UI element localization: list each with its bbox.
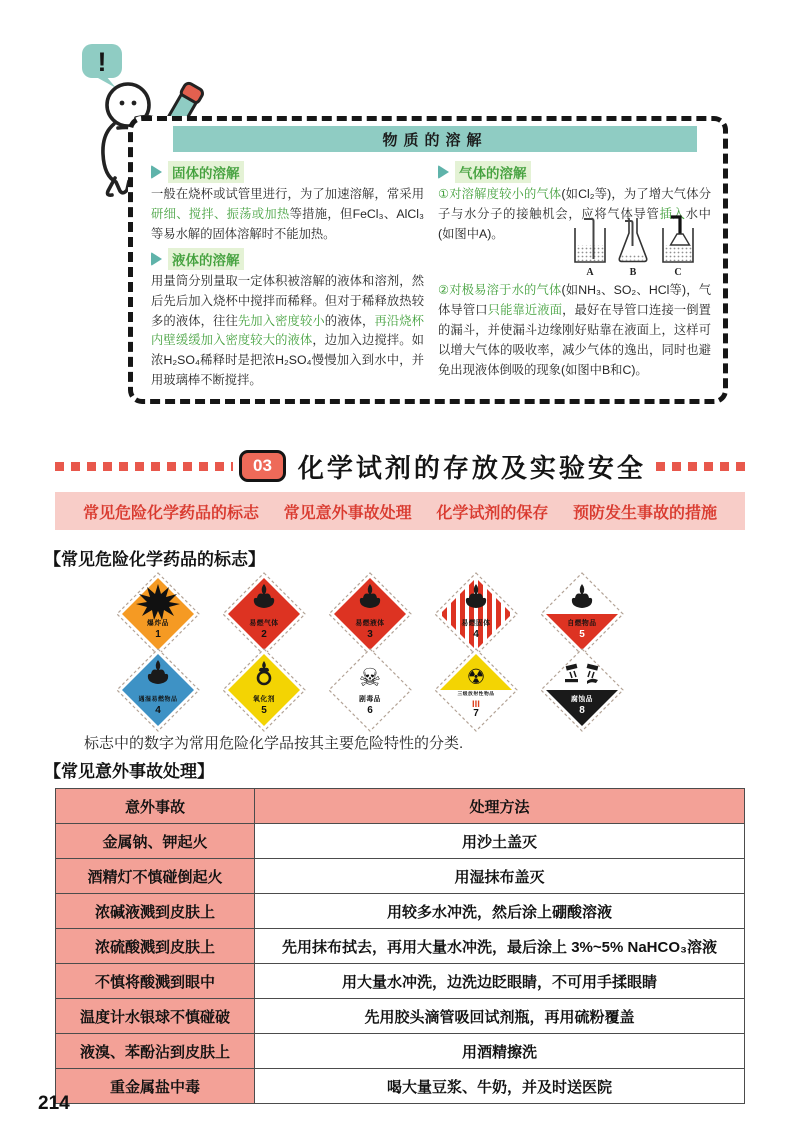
liquid-dissolve-paragraph: [151, 272, 424, 391]
nav-item: 预防发生事故的措施: [572, 504, 717, 522]
solid-dissolve-title: 固体的溶解: [168, 161, 244, 183]
badge-label: 易燃固体: [461, 620, 491, 627]
gas-paragraph-1: [438, 185, 711, 281]
radiation-icon: ☢: [466, 666, 486, 689]
vessel-B: [619, 218, 646, 262]
badge-label: 氧化剂: [253, 696, 275, 703]
accident-cell: 温度计水银球不慎碰破: [56, 999, 255, 1034]
hazard-badge-flame: [222, 572, 306, 656]
vessel-label-A: A: [586, 267, 594, 278]
badge-number: 5: [579, 629, 585, 640]
hazard-badge-corrosive: [540, 648, 624, 732]
solid-dissolve-paragraph: [151, 185, 424, 245]
body-text: 一般在烧杯或试管里进行，为了加速溶解，常采用: [151, 187, 424, 201]
highlighted-text: 研细、搅拌、振荡或加热: [151, 206, 290, 221]
hazard-badge-split-bottom: [540, 572, 624, 656]
treatment-cell: 喝大量豆浆、牛奶，并及时送医院: [255, 1069, 745, 1104]
table-row: [56, 1034, 745, 1069]
table-row: [56, 1069, 745, 1104]
vessel-label-B: B: [629, 267, 637, 278]
note-column-right: [438, 158, 711, 391]
accident-cell: 重金属盐中毒: [56, 1069, 255, 1104]
hazard-section-heading: 【常见危险化学药品的标志】: [44, 550, 265, 569]
table-header-cell: 处理方法: [255, 789, 745, 824]
note-column-left: [151, 158, 424, 391]
table-row: [56, 929, 745, 964]
highlighted-text: 插入: [659, 206, 686, 221]
table-row: [56, 894, 745, 929]
treatment-cell: 用酒精擦洗: [255, 1034, 745, 1069]
accident-table-body: [56, 789, 745, 1104]
hazard-badge-explosive: [116, 572, 200, 656]
hazard-row-2: [116, 648, 624, 732]
badge-number: 4: [155, 705, 161, 716]
table-header-row: [56, 789, 745, 824]
table-header-cell: 意外事故: [56, 789, 255, 824]
badge-number: 3: [367, 629, 373, 640]
body-text: 的液体，: [324, 313, 375, 328]
dashed-line-left: [55, 462, 233, 471]
badge-number: 1: [155, 629, 161, 640]
accident-cell: 液溴、苯酚沾到皮肤上: [56, 1034, 255, 1069]
liquid-dissolve-title: 液体的溶解: [168, 248, 244, 270]
highlighted-text: ②对极易溶于水的气体: [438, 283, 562, 297]
accident-cell: 浓硫酸溅到皮肤上: [56, 929, 255, 964]
badge-number: 6: [367, 705, 373, 716]
nav-bar: [55, 492, 745, 530]
body-text: 等措施，但FeCl₃、AlCl₃等易水解的固体溶解时不能加热。: [151, 206, 424, 241]
treatment-cell: 用湿抹布盖灭: [255, 859, 745, 894]
nav-item: 常见意外事故处理: [283, 504, 412, 522]
badge-label: 遇湿易燃物品: [138, 697, 178, 703]
body-text: ，边加入边搅拌。如浓H₂SO₄稀释时是把浓H₂SO₄慢慢加入到水中，并用玻璃棒不断搅拌。: [151, 333, 424, 388]
triangle-bullet-icon: [438, 165, 449, 179]
accident-cell: 金属钠、钾起火: [56, 824, 255, 859]
body-text: (如Cl₂等)，为了增大气体分子与水分子的接触机会，应将气体导管: [438, 187, 711, 221]
section-number-badge: 03: [239, 450, 286, 482]
badge-label: 易燃气体: [249, 620, 279, 627]
hazard-badge-radioactive: [434, 648, 518, 732]
highlighted-text: ①对溶解度较小的气体: [438, 187, 562, 201]
hazard-badge-flame: [116, 648, 200, 732]
highlighted-text: 先加入密度较小: [237, 313, 325, 328]
badge-number: 2: [261, 629, 267, 640]
badge-label: 腐蚀品: [571, 696, 593, 703]
treatment-cell: 用沙土盖灭: [255, 824, 745, 859]
note-box: [128, 116, 728, 404]
section-title: 化学试剂的存放及实验安全: [297, 452, 646, 483]
badge-label: 三级放射性物品: [457, 692, 495, 697]
badge-label: 易燃液体: [355, 620, 385, 627]
note-title-bar: [173, 126, 697, 152]
radioactive-class-bars: III: [472, 699, 480, 710]
gas-paragraph-2: [438, 281, 711, 381]
treatment-cell: 先用抹布拭去，再用大量水冲洗，最后涂上 3%~5% NaHCO₃溶液: [255, 929, 745, 964]
triangle-bullet-icon: [151, 252, 162, 266]
hazard-badge-flame: [328, 572, 412, 656]
speech-bubble: [82, 44, 122, 88]
badge-number: 4: [473, 629, 479, 640]
table-row: [56, 999, 745, 1034]
hazard-badge-striped: [434, 572, 518, 656]
badge-number: 7: [473, 708, 479, 719]
page-number: 214: [38, 1093, 70, 1114]
triangle-bullet-icon: [151, 165, 162, 179]
accident-cell: 不慎将酸溅到眼中: [56, 964, 255, 999]
vessel-C: [663, 217, 693, 262]
nav-item: 化学试剂的保存: [436, 504, 549, 522]
gas-dissolve-title: 气体的溶解: [455, 161, 531, 183]
vessel-A: [575, 219, 605, 262]
accident-table: [55, 788, 745, 1104]
skull-icon: ☠: [358, 664, 382, 692]
gas-absorption-diagram: [569, 215, 709, 279]
badge-number: 8: [579, 705, 585, 716]
badge-label: 爆炸品: [147, 620, 169, 627]
body-text: (如NH₃、SO₂、HCl等)，气体导管口: [438, 283, 711, 317]
badge-label: 剧毒品: [359, 696, 381, 703]
body-text: 用量筒分别量取一定体积被溶解的液体和溶剂，然后先后加入烧杯中搅拌而稀释。但对于稀释放热较多的液体，往往: [151, 273, 424, 328]
accident-cell: 浓碱液溅到皮肤上: [56, 894, 255, 929]
badge-number: 5: [261, 705, 267, 716]
accident-section-heading: 【常见意外事故处理】: [44, 762, 214, 781]
treatment-cell: 用较多水冲洗，然后涂上硼酸溶液: [255, 894, 745, 929]
treatment-cell: 先用胶头滴管吸回试剂瓶，再用硫粉覆盖: [255, 999, 745, 1034]
hazard-row-1: [116, 572, 624, 656]
section-header: [55, 444, 745, 488]
badge-label: 自燃物品: [567, 620, 597, 627]
body-text: ，最好在导管口连接一倒置的漏斗，并使漏斗边缘刚好贴靠在液面上，这样可以增大气体的吸收率，减少气体的逸出，同时也避免出现液体倒吸的现象(如图中B和C)。: [438, 302, 711, 377]
vessel-label-C: C: [674, 267, 682, 278]
accident-cell: 酒精灯不慎碰倒起火: [56, 859, 255, 894]
highlighted-text: 只能靠近液面: [487, 302, 563, 317]
hazard-badge-oxidizer: [222, 648, 306, 732]
table-row: [56, 964, 745, 999]
treatment-cell: 用大量水冲洗，边洗边眨眼睛，不可用手揉眼睛: [255, 964, 745, 999]
bubble-exclamation: !: [97, 47, 107, 77]
table-row: [56, 859, 745, 894]
dashed-line-right: [656, 462, 745, 471]
hazard-caption: 标志中的数字为常用危险化学品按其主要危险特性的分类.: [84, 735, 464, 752]
highlighted-text: 再沿烧杯内壁缓缓加入密度较大的液体: [151, 313, 424, 348]
hazard-badge-skull: [328, 648, 412, 732]
note-title: 物质的溶解: [382, 131, 488, 149]
nav-item: 常见危险化学药品的标志: [83, 504, 260, 522]
table-row: [56, 824, 745, 859]
body-text: 水中(如图中A)。: [438, 206, 711, 241]
